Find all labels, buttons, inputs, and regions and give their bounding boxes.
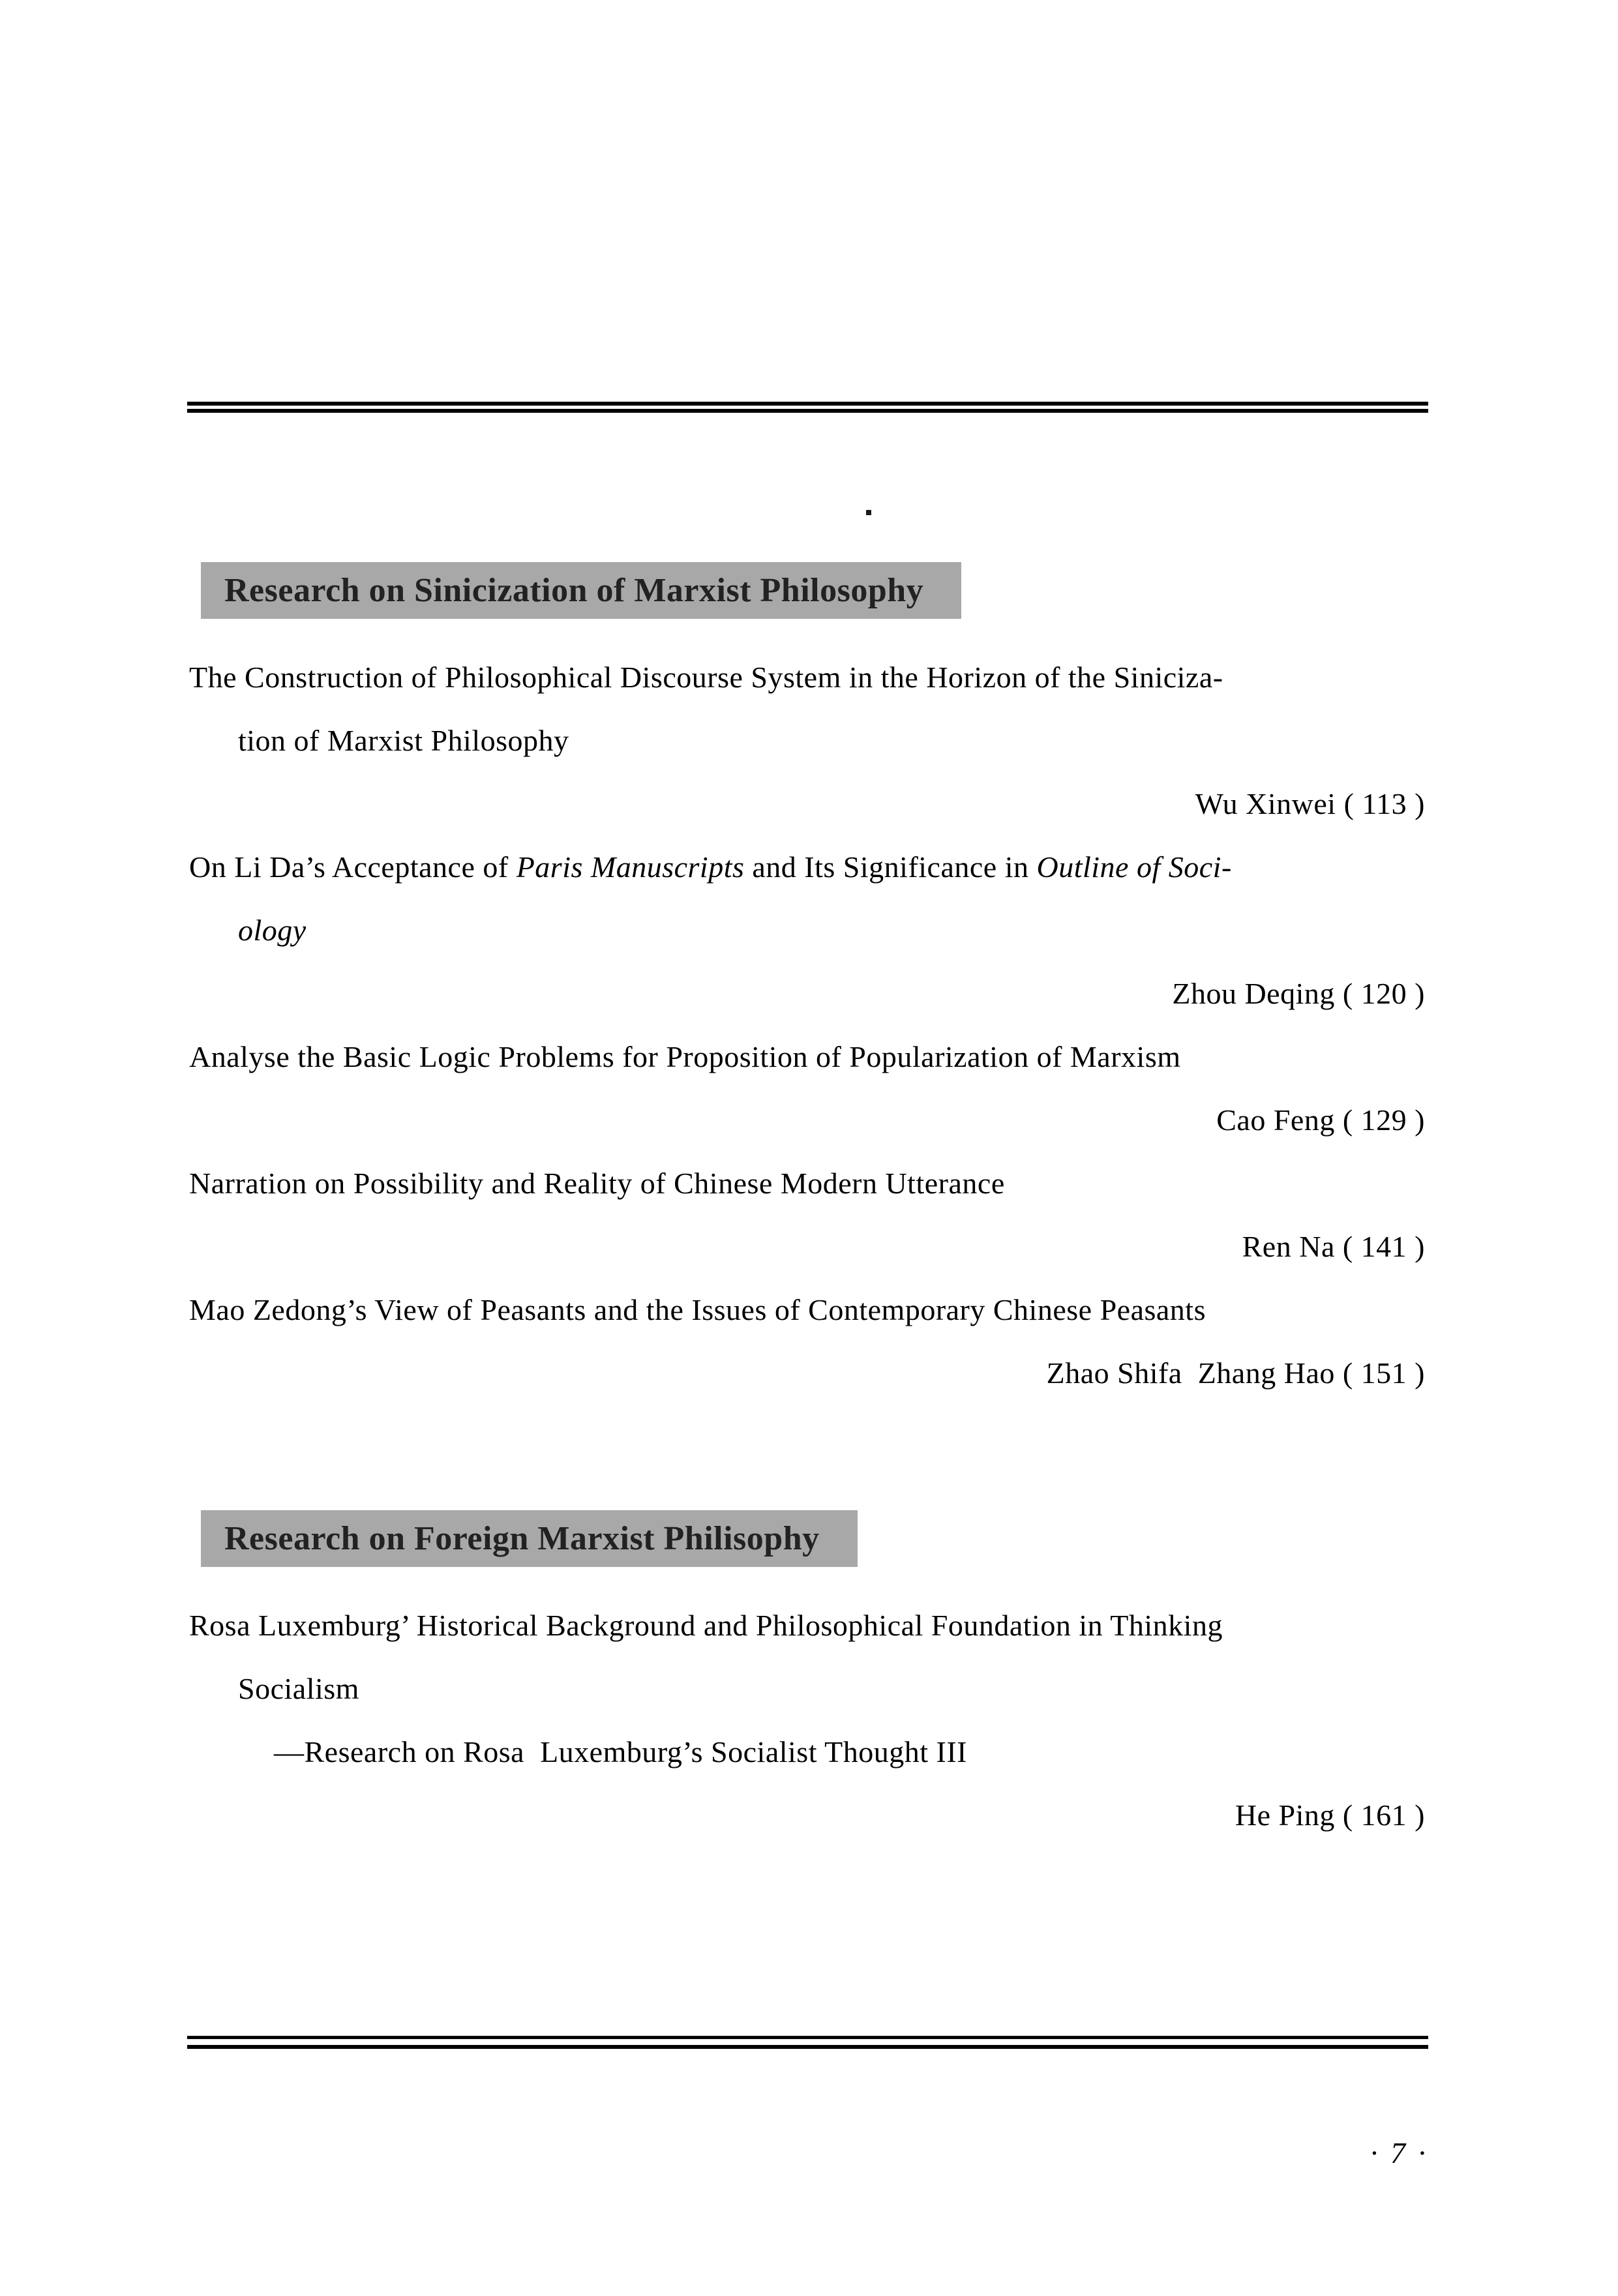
title-segment: Analyse the Basic Logic Problems for Proposition of Popularization of Marxism [189, 1040, 1181, 1073]
title-segment: tion of Marxist Philosophy [238, 724, 569, 757]
title-segment: and Its Significance in [744, 850, 1037, 884]
entry-title-line [189, 709, 1428, 772]
entry-byline: Zhou Deqing ( 120 ) [1172, 977, 1425, 1010]
section-entries-foreign [189, 1594, 1428, 1847]
entry-title-line [189, 1025, 1428, 1088]
entry-title-line [189, 1720, 1428, 1783]
top-double-rule [187, 402, 1428, 413]
entry-title-line [189, 1278, 1428, 1341]
section-header-foreign: Research on Foreign Marxist Philisophy [201, 1510, 858, 1567]
entry-byline: Ren Na ( 141 ) [1242, 1230, 1425, 1263]
title-segment: On Li Da’s Acceptance of [189, 850, 517, 884]
entry-byline: Zhao Shifa Zhang Hao ( 151 ) [1046, 1356, 1425, 1390]
title-segment-italic: Paris Manuscripts [516, 850, 745, 884]
title-segment-italic: ology [238, 914, 307, 947]
section-header-sinicization: Research on Sinicization of Marxist Philosophy [201, 562, 961, 619]
entry-title-line [189, 646, 1428, 709]
title-segment-italic: Outline of Soci- [1036, 850, 1232, 884]
bottom-double-rule [187, 2036, 1428, 2049]
entry-title-line [189, 1657, 1428, 1720]
entry-byline: Wu Xinwei ( 113 ) [1195, 787, 1425, 820]
title-segment: Socialism [238, 1672, 359, 1705]
page-number: · 7 · [1370, 2136, 1428, 2169]
entry-title-line [189, 1594, 1428, 1657]
title-segment: Narration on Possibility and Reality of Chinese Modern Utterance [189, 1167, 1005, 1200]
title-segment: Mao Zedong’s View of Peasants and the Issues of Contemporary Chinese Peasants [189, 1293, 1206, 1326]
entry-title-line [189, 1152, 1428, 1215]
entry-byline: Cao Feng ( 129 ) [1216, 1103, 1425, 1137]
entry-byline: He Ping ( 161 ) [1235, 1798, 1425, 1832]
scan-speck [866, 510, 871, 515]
title-segment: —Research on Rosa Luxemburg’s Socialist Thought III [274, 1735, 967, 1768]
section-entries-sinicization [189, 646, 1428, 1405]
entry-title-line [189, 899, 1428, 962]
entry-title-line [189, 835, 1428, 899]
title-segment: The Construction of Philosophical Discourse System in the Horizon of the Siniciza- [189, 661, 1223, 694]
title-segment: Rosa Luxemburg’ Historical Background and Philosophical Foundation in Thinking [189, 1609, 1223, 1642]
